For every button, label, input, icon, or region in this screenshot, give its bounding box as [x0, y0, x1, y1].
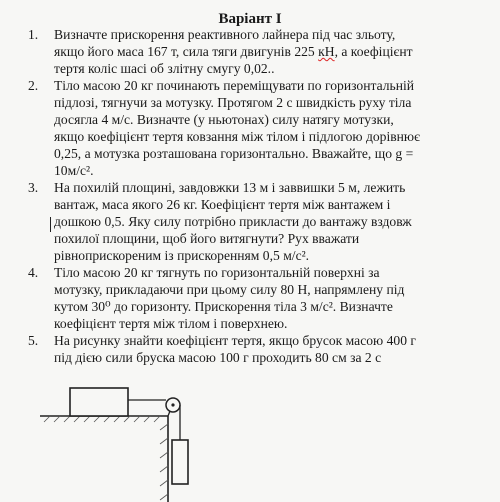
problem-2 [28, 77, 490, 179]
problem-list [28, 26, 490, 366]
table-edge-hatching [160, 424, 168, 500]
problem-number: 4. [28, 265, 39, 280]
problem-text-line: Тіло масою 20 кг тягнуть по горизонтальній поверхні за [54, 265, 380, 280]
problem-number: 3. [28, 180, 39, 195]
problem-text-line: підлозі, тягнучи за мотузку. Протягом 2 с швидкість руху тіла [54, 95, 412, 110]
problem-text-line: На похилій площині, завдовжки 13 м і заввишки 5 м, лежить [54, 180, 406, 195]
problem-text-line: коефіцієнт тертя між тілом і поверхнею. [54, 316, 288, 331]
problem-text-fragment: , а коефіцієнт [334, 44, 413, 59]
problem-4 [28, 264, 490, 332]
problem-number: 5. [28, 333, 39, 348]
problem-text-line: тертя коліс шасі об злітну смугу 0,02.. [54, 61, 275, 76]
problem-text-line: рівноприскореним із прискоренням 0,5 м/с². [54, 248, 310, 263]
problem-text-line: вантаж, маса якого 26 кг. Коефіцієнт тертя між вантажем і [54, 197, 391, 212]
pulley-axle [171, 403, 174, 406]
problem-number: 2. [28, 78, 39, 93]
unit-kn-spellcheck: кН [318, 44, 335, 59]
text-cursor [50, 217, 51, 232]
problem-text-line: 10м/с². [54, 163, 94, 178]
problem-text-line: досягла 4 м/с. Визначте (у ньютонах) силу натягу мотузки, [54, 112, 394, 127]
problem-text-line: якщо коефіцієнт тертя ковзання між тілом і підлогою дорівнює [54, 129, 420, 144]
problem-text-line: На рисунку знайти коефіцієнт тертя, якщо брусок масою 400 г [54, 333, 416, 348]
problem-text-line: кутом 30⁰ до горизонту. Прискорення тіла 3 м/с². Визначте [54, 299, 393, 314]
pulley-figure [40, 374, 480, 502]
table-hatching [44, 416, 160, 422]
problem-text-line: дошкою 0,5. Яку силу потрібно прикласти до вантажу вздовж [54, 214, 412, 229]
problem-number: 1. [28, 27, 39, 42]
problem-text-line: Визначте прискорення реактивного лайнера під час зльоту, [54, 27, 396, 42]
problem-3 [28, 179, 490, 264]
problem-text-line: похилої площини, щоб його витягнути? Рух вважати [54, 231, 360, 246]
block-on-table [70, 388, 128, 416]
problem-text-fragment: якщо його маса 167 т, сила тяги двигунів 225 [54, 44, 319, 59]
page-title: Варіант І [218, 11, 282, 27]
problem-text-line: 0,25, а мотузка розташована горизонтально. Вважайте, що g = [54, 146, 414, 161]
problem-1 [28, 26, 490, 77]
problem-text-line: мотузку, прикладаючи при цьому силу 80 Н, напрямлену під [54, 282, 405, 297]
problem-5 [28, 332, 490, 366]
problem-text-line [54, 43, 490, 60]
hanging-block [172, 440, 188, 484]
problem-text-line: під дією сили бруска масою 100 г проходить 80 см за 2 с [54, 350, 382, 365]
problem-text-line: Тіло масою 20 кг починають переміщувати по горизонтальній [54, 78, 415, 93]
